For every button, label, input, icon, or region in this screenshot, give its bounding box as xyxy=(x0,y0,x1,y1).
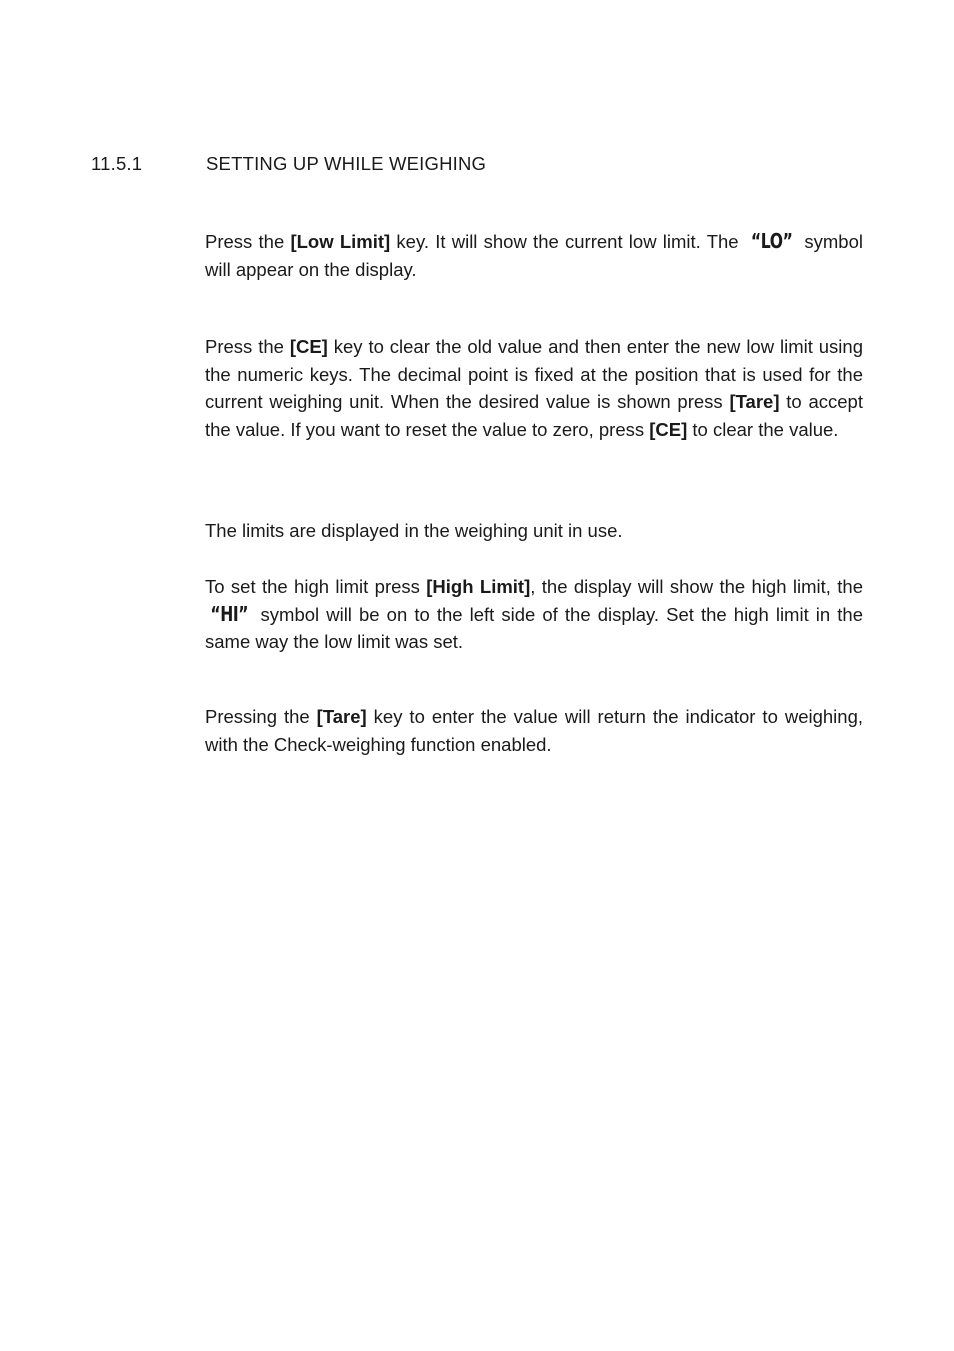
text: key to enter the value will return the indicator to weighing, with the Check-weighing function enabled. xyxy=(205,706,863,755)
paragraph-low-limit xyxy=(205,228,863,283)
hi-symbol: “HI” xyxy=(210,601,249,626)
key-high-limit: [High Limit] xyxy=(426,576,531,597)
section-heading xyxy=(91,153,486,175)
text: Press the xyxy=(205,336,290,357)
key-tare: [Tare] xyxy=(316,706,367,727)
paragraph-clear-value xyxy=(205,333,863,443)
lo-symbol: “LO” xyxy=(750,229,793,253)
section-number: 11.5.1 xyxy=(91,153,143,174)
paragraph-tare-enter xyxy=(205,703,863,758)
text: , the display will show the high limit, the xyxy=(530,576,863,597)
paragraph-high-limit xyxy=(205,573,863,656)
text: Pressing the xyxy=(205,706,317,727)
section-title: SETTING UP WHILE WEIGHING xyxy=(206,153,487,174)
text: Press the xyxy=(205,231,291,252)
key-ce: [CE] xyxy=(289,336,328,357)
text: symbol will be on to the left side of the display. Set the high limit in the same way the low limit was set. xyxy=(205,603,863,653)
text: symbol will appear on the display. xyxy=(205,231,863,280)
text: to accept the value. If you want to reset the value to zero, press xyxy=(205,391,863,440)
text: key to clear the old value and then enter the new low limit using the numeric keys. The decimal point is fixed at the position that is used for the current weighing unit. When the desired value is shown press xyxy=(205,336,863,413)
text: The limits are displayed in the weighing unit in use. xyxy=(205,520,623,541)
key-tare: [Tare] xyxy=(729,391,780,413)
paragraph-limits-unit xyxy=(205,517,863,545)
key-ce: [CE] xyxy=(649,418,688,440)
text: to clear the value. xyxy=(687,418,839,440)
text: To set the high limit press xyxy=(205,576,427,597)
key-low-limit: [Low Limit] xyxy=(290,231,391,252)
text: key. It will show the current low limit. The xyxy=(390,231,745,252)
